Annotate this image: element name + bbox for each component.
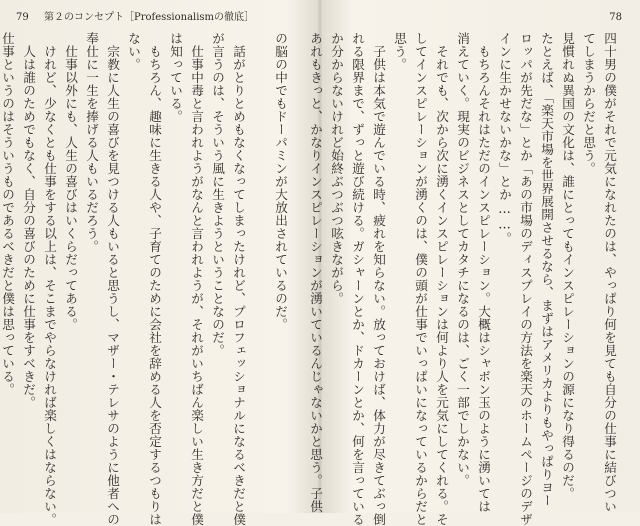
text-line: それでも、次から次に湧くインスピレーションは何より人を元気にしてくれる。そ: [434, 45, 449, 526]
text-line: もちろんそれはただのインスピレーション。大概はシャボン玉のように湧いては: [476, 45, 491, 513]
text-line: が言うのは、そういう風に生きようということなのだ。: [210, 32, 225, 357]
text-line: 仕事中毒と言われようがなんと言われようが、それがいちばん楽しい生き方だと僕: [189, 45, 204, 526]
text-line: けれど、少なくとも仕事をする以上は、そこまでやらなければ楽しくはならない。: [42, 45, 57, 526]
text-line: 見慣れぬ異国の文化は、誰にとってもインスピレーションの源になり得るのだ。: [560, 32, 575, 500]
text-line: は知っている。: [168, 32, 183, 123]
text-line: 仕事以外にも、人生の喜びはいくらだってある。: [63, 45, 78, 331]
text-line: 思う。: [392, 32, 407, 71]
text-line: か分からないけれど始終ぶつぶつ呟きながら。: [329, 32, 344, 305]
text-line: 宗教に人生の喜びを見つける人もいると思うし、マザー・テレサのように他者への: [105, 45, 120, 526]
text-line: 話がとりとめもなくなってしまったけれど、プロフェッショナルになるべきだと僕: [231, 45, 246, 526]
text-line: てしまうからだと思う。: [581, 32, 596, 175]
text-line: 奉仕に一生を捧げる人もいるだろう。: [84, 32, 99, 253]
text-line: 子供は本気で遊んでいる時、疲れを知らない。放っておけば、体力が尽きてぶっ倒: [371, 45, 386, 526]
left-page-number: 79: [16, 12, 29, 23]
text-line: ロッパが先だな」とか「あの市場のディスプレイの方法を楽天のホームページのデザ: [518, 32, 533, 526]
text-line: れる限界まで、ずっと遊び続ける。ガシャーンとか、ドカーンとか、何を言っている: [350, 32, 365, 526]
left-page: [0, 0, 319, 526]
text-line: 人は誰のためでもなく、自分の喜びのために仕事をすべきだ。: [21, 45, 36, 409]
text-line: の脳の中でもドーパミンが大放出されているのだ。: [273, 32, 288, 331]
left-page-body: [0, 32, 291, 526]
running-head: 第２のコンセプト［Professionalismの徹底］: [44, 12, 255, 23]
text-line: 仕事というのはそういうものであるべきだと僕は思っている。: [0, 32, 15, 396]
text-line: インに生かせないかな」とか……。: [497, 32, 512, 245]
text-line: 四十男の僕がそれで元気になれたのは、やっぱり何を見ても自分の仕事に結びつい: [602, 32, 617, 513]
right-page: [308, 0, 640, 526]
text-line: もちろん、趣味に生きる人や、子育てのために会社を辞める人を否定するつもりは: [147, 45, 162, 526]
text-line: ない。: [126, 32, 141, 71]
text-line: 消えていく。現実のビジネスとしてカタチになるのは、ごく一部でしかない。: [455, 32, 470, 487]
text-line: あれもきっと、かなりインスピレーションが湧いているんじゃないかと思う。子供: [308, 32, 323, 513]
right-page-body: [308, 32, 620, 526]
text-line: たとえば、「楽天市場を世界展開させるなら、まずはアメリカよりもやっぱりヨー: [539, 32, 554, 507]
right-page-number: 78: [609, 12, 622, 23]
text-line: してインスピレーションが湧くのは、僕の頭が仕事でいっぱいになっているからだと: [413, 32, 428, 526]
